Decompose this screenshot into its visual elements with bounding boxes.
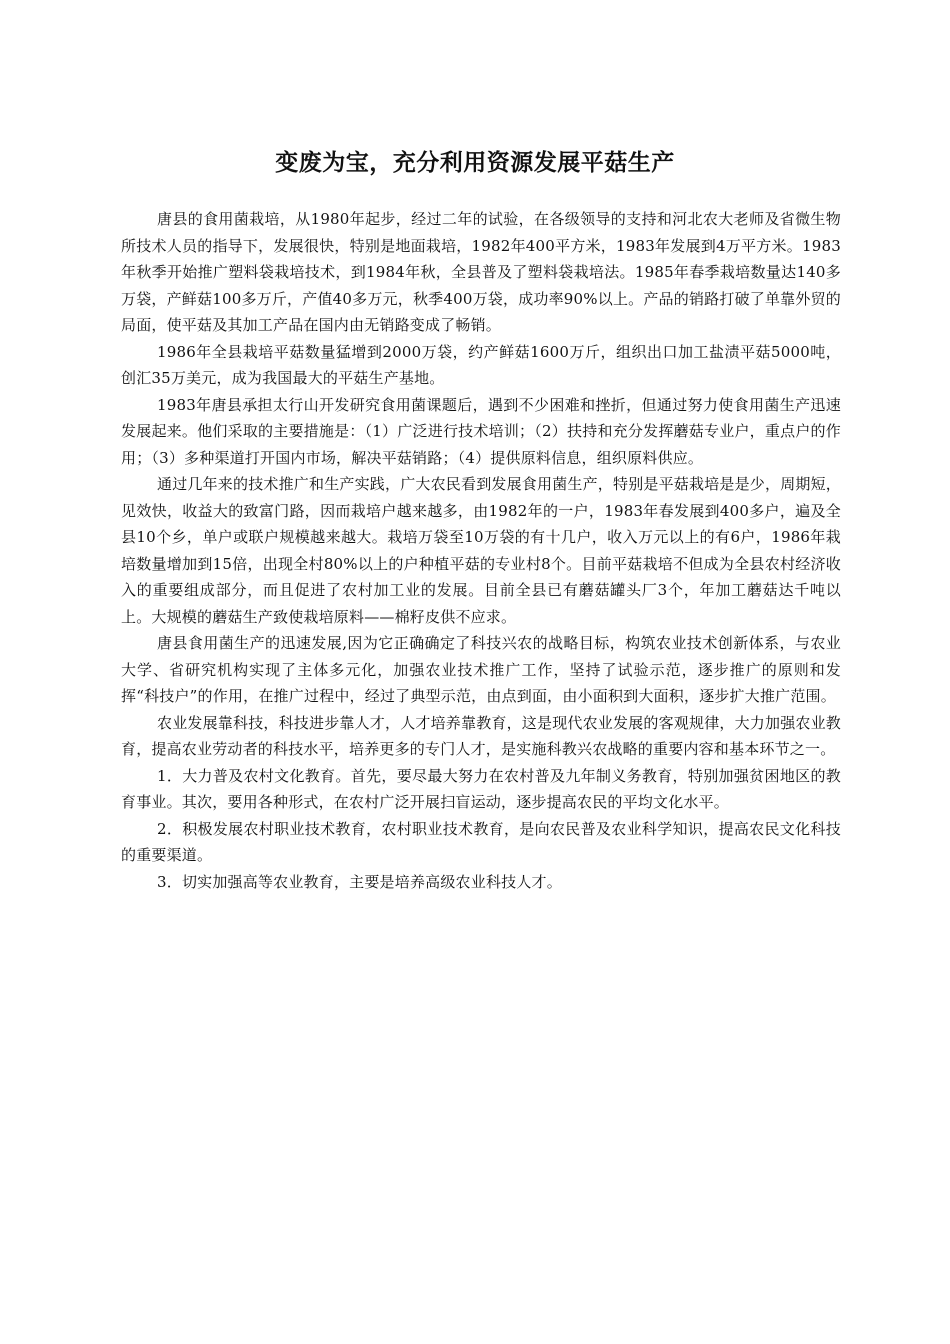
document-body — [121, 206, 841, 895]
paragraph-1: 唐县的食用菌栽培，从1980年起步，经过二年的试验，在各级领导的支持和河北农大老师及省微生物所技术人员的指导下，发展很快，特别是地面栽培，1982年400平方米，1983年发展到4万平方米。1983年秋季开始推广塑料袋栽培技术，到1984年秋，全县普及了塑料袋栽培法。1985年春季栽培数量达140多万袋，产鲜菇100多万斤，产值40多万元，秋季400万袋，成功率90%以上。产品的销路打破了单靠外贸的局面，使平菇及其加工产品在国内由无销路变成了畅销。 — [121, 210, 841, 334]
list-item-2: 2．积极发展农村职业技术教育，农村职业技术教育，是向农民普及农业科学知识，提高农民文化科技的重要渠道。 — [121, 819, 841, 864]
paragraph-2: 1986年全县栽培平菇数量猛增到2000万袋，约产鲜菇1600万斤，组织出口加工盐渍平菇5000吨，创汇35万美元，成为我国最大的平菇生产基地。 — [121, 342, 841, 387]
list-item-3: 3．切实加强高等农业教育，主要是培养高级农业科技人才。 — [157, 872, 562, 891]
document-title: 变废为宝，充分利用资源发展平菇生产 — [275, 150, 675, 176]
paragraph-6: 农业发展靠科技，科技进步靠人才，人才培养靠教育，这是现代农业发展的客观规律，大力加强农业教育，提高农业劳动者的科技水平，培养更多的专门人才，是实施科教兴农战略的重要内容和基本环节之一。 — [121, 713, 842, 758]
paragraph-3: 1983年唐县承担太行山开发研究食用菌课题后，遇到不少困难和挫折，但通过努力使食用菌生产迅速发展起来。他们采取的主要措施是：（1）广泛进行技术培训；（2）扶持和充分发挥蘑菇专业户，重点户的作用；（3）多种渠道打开国内市场，解决平菇销路；（4）提供原料信息，组织原料供应。 — [121, 395, 841, 467]
list-item-1: 1．大力普及农村文化教育。首先，要尽最大努力在农村普及九年制义务教育，特别加强贫困地区的教育事业。其次，要用各种形式，在农村广泛开展扫盲运动，逐步提高农民的平均文化水平。 — [121, 766, 841, 811]
paragraph-5: 唐县食用菌生产的迅速发展,因为它正确确定了科技兴农的战略目标，构筑农业技术创新体系，与农业大学、省研究机构实现了主体多元化，加强农业技术推广工作，坚持了试验示范，逐步推广的原则和发挥“科技户”的作用，在推广过程中，经过了典型示范，由点到面，由小面积到大面积，逐步扩大推广范围。 — [121, 634, 841, 705]
paragraph-4: 通过几年来的技术推广和生产实践，广大农民看到发展食用菌生产，特别是平菇栽培是是少，周期短，见效快，收益大的致富门路，因而栽培户越来越多，由1982年的一户，1983年春发展到400多户，遍及全县10个乡，单户或联户规模越来越大。栽培万袋至10万袋的有十几户，收入万元以上的有6户，1986年栽培数量增加到15倍，出现全村80%以上的户种植平菇的专业村8个。目前平菇栽培不但成为全县农村经济收入的重要组成部分，而且促进了农村加工业的发展。目前全县已有蘑菇罐头厂3个，年加工蘑菇达千吨以上。大规模的蘑菇生产致使栽培原料——棉籽皮供不应求。 — [121, 475, 842, 626]
